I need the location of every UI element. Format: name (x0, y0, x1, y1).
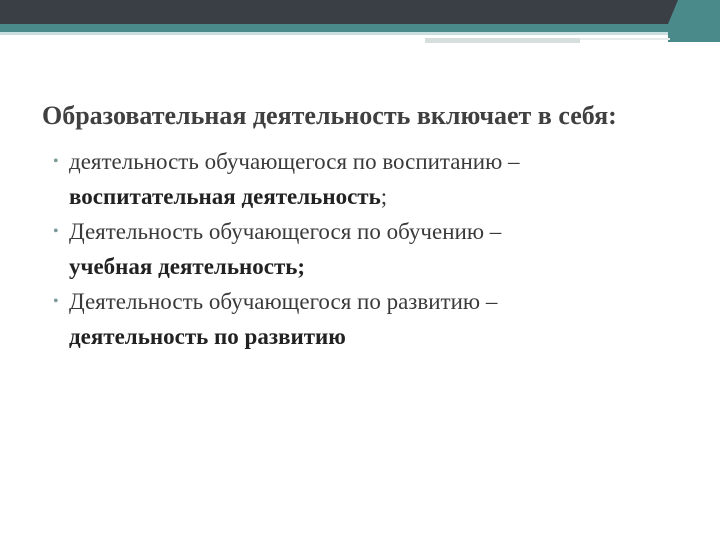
decorative-line-2 (580, 38, 670, 40)
item-text: Деятельность обучающегося по обучению – (69, 219, 502, 244)
list-item (42, 284, 682, 354)
list-item (42, 214, 682, 284)
top-accent-band (0, 24, 720, 32)
slide-title (42, 98, 682, 134)
corner-accent (668, 0, 720, 42)
bullet-icon: • (53, 293, 59, 310)
bullet-icon: • (53, 153, 59, 170)
item-text: Деятельность обучающегося по развитию – (69, 289, 498, 314)
item-text: деятельность обучающегося по воспитанию – (69, 149, 520, 174)
item-bold-text: учебная деятельность; (69, 254, 306, 279)
item-bold-text: деятельность по развитию (69, 324, 346, 349)
slide-content (42, 98, 682, 354)
bullet-icon: • (53, 223, 59, 240)
bullet-list (42, 144, 682, 354)
top-accent-line (0, 32, 720, 35)
list-item (42, 144, 682, 214)
item-tail: ; (380, 184, 388, 209)
item-bold-text: воспитательная деятельность (69, 184, 381, 209)
title-colon: : (608, 101, 617, 130)
title-rest: включает в себя (410, 101, 609, 130)
title-bold: Образовательная деятельность (42, 101, 411, 130)
decorative-line (425, 38, 580, 43)
top-band (0, 0, 720, 24)
